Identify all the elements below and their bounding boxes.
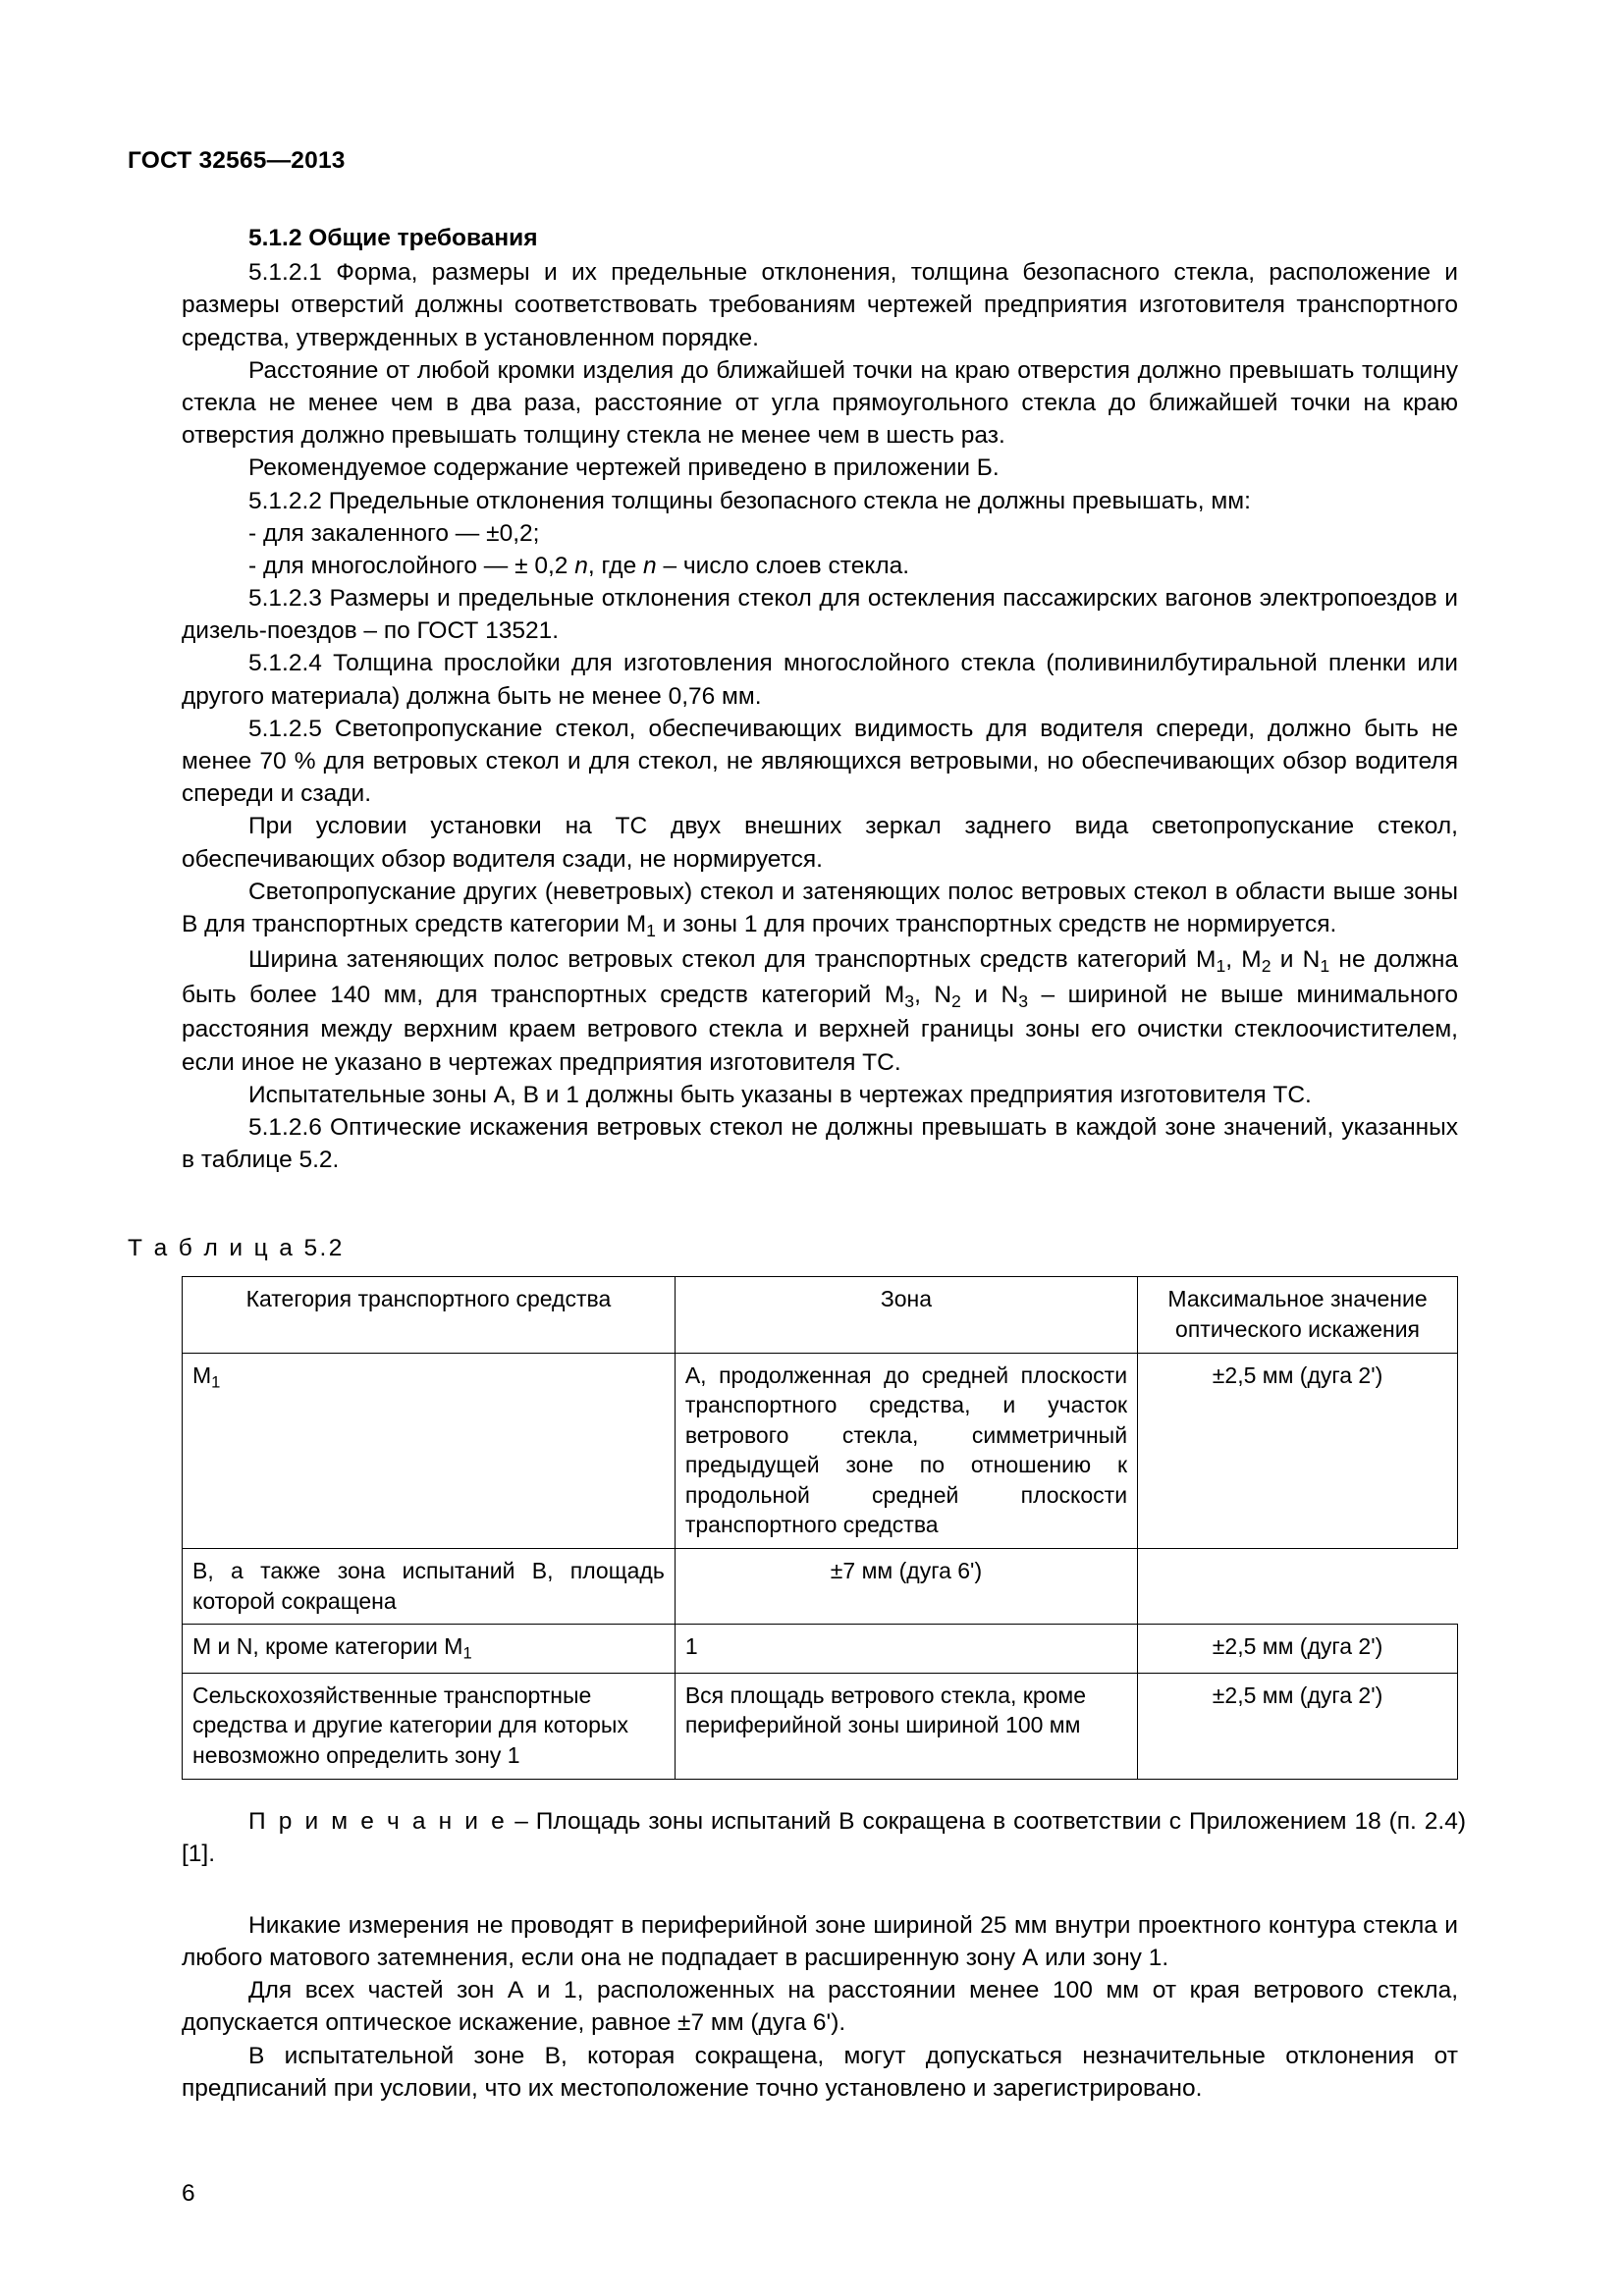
list-item-laminated-text-b: , где bbox=[587, 552, 644, 579]
paragraph-transmittance-other: Светопропускание других (неветровых) стекол и затеняющих полос ветровых стекол в области выше зоны В для транспортных средств категории $М_1$ и зоны 1 для прочих транспортных средств не нормируется. bbox=[182, 878, 1458, 940]
cell-category-m1: $М_1$ bbox=[183, 1353, 676, 1548]
table-caption: Т а б л и ц а 5.2 bbox=[128, 1235, 345, 1262]
table-5-2 bbox=[182, 1276, 1458, 1779]
list-item-laminated-text-a: - для многослойного — ± 0,2 bbox=[248, 552, 575, 579]
paragraph-no-measurements: Никакие измерения не проводят в периферийной зоне шириной 25 мм внутри проектного контура стекла и любого матового затемнения, если она не подпадает в расширенную зону А или зону 1. bbox=[182, 1911, 1458, 1972]
paragraph-mirrors: При условии установки на ТС двух внешних зеркал заднего вида светопропускание стекол, обеспечивающих обзор водителя сзади, не нормируется. bbox=[182, 813, 1458, 873]
paragraph-drawings-recommendation: Рекомендуемое содержание чертежей приведено в приложении Б. bbox=[248, 454, 1000, 482]
closing-paragraphs bbox=[182, 1909, 1458, 2105]
cell-value-2: ±2,5 мм (дуга 2') bbox=[1138, 1625, 1458, 1674]
subscript-m3: 3 bbox=[904, 990, 915, 1011]
paragraph-edge-distance: Расстояние от любой кромки изделия до ближайшей точки на краю отверстия должно превышать толщину стекла не менее чем в два раза, расстояние от угла прямоугольного стекла до ближайшей точки на краю отверстия должно превышать толщину стекла не менее чем в шесть раз. bbox=[182, 356, 1458, 450]
cell-zone-1: 1 bbox=[675, 1625, 1137, 1674]
subscript-m1-b: 1 bbox=[1216, 955, 1226, 976]
paragraph-shade-band-width: Ширина затеняющих полос ветровых стекол для транспортных средств категорий $М_1$, $М_2$ и $N_1$ не должна быть более 140 мм, для транспортных средств категорий $М_3$, $N_2$ и $N_3$ – шириной не выше минимального расстояния между верхним краем ветрового стекла и верхней границы зоны его очистки стеклоочистителем, если иное не указано в чертежах предприятия изготовителя ТС. bbox=[182, 945, 1459, 1076]
document-body bbox=[182, 222, 1458, 1176]
cell-zone-b: В, а также зона испытаний В, площадь которой сокращена bbox=[183, 1548, 676, 1624]
table-row bbox=[183, 1353, 1458, 1548]
cell-value-1: ±7 мм (дуга 6') bbox=[675, 1548, 1137, 1624]
cell-value-0: ±2,5 мм (дуга 2') bbox=[1138, 1353, 1458, 1548]
table-header-zone: Зона bbox=[675, 1277, 1137, 1353]
subscript-n2: 2 bbox=[951, 990, 961, 1011]
table-note bbox=[182, 1805, 1466, 1870]
page-number: 6 bbox=[182, 2180, 195, 2207]
cell-value-3: ±2,5 мм (дуга 2') bbox=[1138, 1673, 1458, 1779]
paragraph-5-1-2-5: 5.1.2.5 Светопропускание стекол, обеспечивающих видимость для водителя спереди, должно быть не менее 70 % для ветровых стекол и для стекол, не являющихся ветровыми, но обеспечивающих обзор водителя спереди и сзади. bbox=[182, 715, 1458, 808]
list-item-tempered: - для закаленного — ±0,2; bbox=[248, 519, 540, 547]
note-text: – Площадь зоны испытаний В сокращена в соответствии с Приложением 18 (п. 2.4) [1]. bbox=[182, 1807, 1466, 1867]
paragraph-zones-a-1: Для всех частей зон А и 1, расположенных на расстоянии менее 100 мм от края ветрового стекла, допускается оптическое искажение, равное ±7 мм (дуга 6'). bbox=[182, 1977, 1458, 2037]
cell-category-m-n: М и N, кроме категории $М_1$ bbox=[183, 1625, 676, 1674]
table-header-max-value: Максимальное значение оптического искажения bbox=[1138, 1277, 1458, 1353]
subscript-m1-cell: 1 bbox=[211, 1372, 221, 1392]
section-heading: 5.1.2 Общие требования bbox=[248, 225, 538, 251]
subscript-m2: 2 bbox=[1261, 955, 1271, 976]
cell-category-agricultural: Сельскохозяйственные транспортные средства и другие категории для которых невозможно определить зону 1 bbox=[183, 1673, 676, 1779]
subscript-m1-cell-2: 1 bbox=[462, 1643, 472, 1663]
paragraph-test-zones: Испытательные зоны А, В и 1 должны быть указаны в чертежах предприятия изготовителя ТС. bbox=[248, 1081, 1312, 1108]
table-header-category: Категория транспортного средства bbox=[183, 1277, 676, 1353]
variable-n-1: n bbox=[574, 552, 588, 579]
variable-n-2: n bbox=[643, 552, 657, 579]
table-row bbox=[183, 1548, 1458, 1624]
table-row bbox=[183, 1673, 1458, 1779]
cell-zone-whole-area: Вся площадь ветрового стекла, кроме периферийной зоны шириной 100 мм bbox=[675, 1673, 1137, 1779]
paragraph-zone-b-deviations: В испытательной зоне В, которая сокращена, могут допускаться незначительные отклонения от предписаний при условии, что их местоположение точно установлено и зарегистрировано. bbox=[182, 2042, 1458, 2102]
page-header: ГОСТ 32565—2013 bbox=[128, 147, 346, 174]
paragraph-5-1-2-3: 5.1.2.3 Размеры и предельные отклонения стекол для остекления пассажирских вагонов электропоездов и дизель-поездов – по ГОСТ 13521. bbox=[182, 585, 1458, 645]
paragraph-5-1-2-1: 5.1.2.1 Форма, размеры и их предельные отклонения, толщина безопасного стекла, расположение и размеры отверстий должны соответствовать требованиям чертежей предприятия изготовителя транспортного средства, утвержденных в установленном порядке. bbox=[182, 259, 1458, 351]
note-label: П р и м е ч а н и е bbox=[248, 1807, 508, 1835]
paragraph-5-1-2-2: 5.1.2.2 Предельные отклонения толщины безопасного стекла не должны превышать, мм: bbox=[248, 487, 1251, 514]
list-item-laminated bbox=[182, 550, 1458, 582]
subscript-n1: 1 bbox=[1320, 955, 1330, 976]
paragraph-5-1-2-4: 5.1.2.4 Толщина прослойки для изготовления многослойного стекла (поливинилбутиральной пленки или другого материала) должна быть не менее 0,76 мм. bbox=[182, 650, 1458, 710]
subscript-n3: 3 bbox=[1018, 990, 1028, 1011]
table-header-row bbox=[183, 1277, 1458, 1353]
table-row bbox=[183, 1625, 1458, 1674]
list-item-laminated-text-c: – число слоев стекла. bbox=[656, 552, 910, 579]
subscript-m1-a: 1 bbox=[646, 920, 656, 940]
cell-zone-a-extended: А, продолженная до средней плоскости транспортного средства, и участок ветрового стекла, симметричный предыдущей зоне по отношению к продольной средней плоскости транспортного средства bbox=[675, 1353, 1137, 1548]
paragraph-5-1-2-6: 5.1.2.6 Оптические искажения ветровых стекол не должны превышать в каждой зоне значений, указанных в таблице 5.2. bbox=[182, 1113, 1458, 1174]
